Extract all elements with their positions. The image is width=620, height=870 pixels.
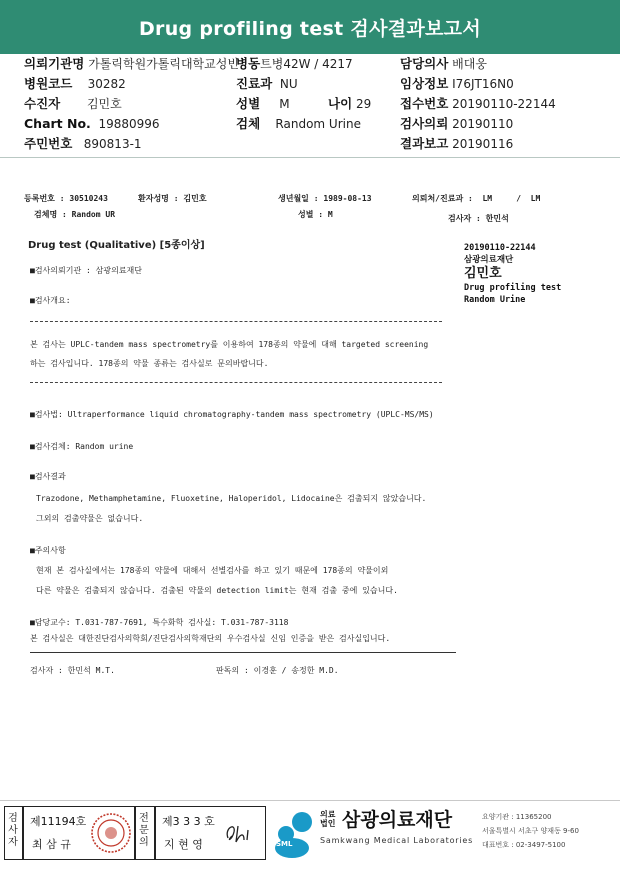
section-notes-title: ■주의사항 [30,546,66,555]
report-title-text: Drug profiling test 검사결과보고서 [138,17,481,40]
section-method: ■검사법: Ultraperformance liquid chromatography-tandem mass spectrometry (UPLC-MS/MS) [30,410,434,419]
section-contact: ■담당교수: T.031-787-7691, 특수화학 검사실: T.031-787-3118 [30,618,289,627]
handwritten-signature-icon [222,818,258,848]
specialist-vertical-label: 전문의 [139,813,149,848]
overview-line-1: 본 검사는 UPLC-tandem mass spectrometry를 이용하여 178종의 약물에 대해 targeted screening [30,340,429,349]
sig-box-divider-3 [154,806,156,860]
examiner-signature-line: 검사자 : 한민석 M.T. [30,666,115,675]
logo-badge: SML [276,840,293,848]
license-no-2: 제3 3 3 호 [162,815,215,828]
examiner-vertical-label: 검사자 [8,813,18,848]
header-agency: 의뢰기관명 가톨릭학원가톨릭대학교성빈 [24,56,239,71]
header-sex: 성별 M [236,96,290,111]
result-line-2: 그외의 검출약물은 없습니다. [36,514,144,523]
corp-name-en: Samkwang Medical Laboratories [320,836,474,845]
reg-no: 등록번호 : 30510243 [24,194,108,203]
signer-name-2: 지 현 영 [164,838,203,851]
header-accession: 접수번호 20190110-22144 [400,96,556,111]
header-request-date: 검사의뢰 20190110 [400,116,514,131]
section-agency: ■검사의뢰기관 : 삼광의료재단 [30,266,143,275]
overview-line-2: 하는 검사입니다. 178종의 약물 종류는 검사실로 문의바랍니다. [30,359,269,368]
corp-phone: 대표번호 : 02-3497-5100 [482,841,566,849]
patient-name: 환자성명 : 김민호 [138,194,207,203]
red-seal-icon [90,810,132,856]
institution-code: 요양기관 : 11365200 [482,813,552,821]
signer-name-1: 최 삼 규 [32,838,71,851]
section-overview-title: ■검사개요: [30,296,71,305]
header-doctor: 담당의사 배대웅 [400,56,487,71]
overview-bottom-rule [30,382,442,383]
corp-name: 삼광의료재단 [342,809,453,831]
specimen-name: 검체명 : Random UR [34,210,116,219]
header-hospital-code: 병원코드 30282 [24,76,126,91]
header-patient: 수진자 김민호 [24,96,122,111]
corp-address: 서울특별시 서초구 양재동 9-60 [482,827,579,835]
header-specimen: 검체 Random Urine [236,116,361,131]
specimen-label-stamp [464,242,561,306]
stamp-specimen: Random Urine [464,295,526,305]
report-examiner: 검사자 : 한민석 [448,214,509,223]
header-clinical-info: 임상정보 I76JT16N0 [400,76,514,91]
header-ward: 병동트병42W / 4217 [236,56,353,71]
section-cert: 본 검사실은 대한진단검사의학회/진단검사의학재단의 우수검사실 신임 인증을 받은 검사실입니다. [30,634,391,643]
stamp-lab: 삼광의료재단 [464,255,514,265]
corp-type: 의료법인 [320,810,336,828]
reader-signature-line: 판독의 : 이경훈 / 송정한 M.D. [216,666,339,675]
sig-box-divider-2 [134,806,136,860]
header-report-date: 결과보고 20190116 [400,136,514,151]
result-line-1: Trazodone, Methamphetamine, Fluoxetine, Haloperidol, Lidocaine은 검출되지 않았습니다. [36,494,427,503]
test-title: Drug test (Qualitative) [5종이상] [28,240,205,251]
header-chart-no: Chart No. 19880996 [24,116,160,131]
header-resident-no: 주민번호 890813-1 [24,136,142,151]
notes-line-1: 현재 본 검사실에서는 178종의 약물에 대해서 선별검사를 하고 있기 때문에 178종의 약물이외 [36,566,389,575]
section-result-title: ■검사결과 [30,472,66,481]
footer-divider [0,800,620,801]
sig-box-divider-1 [22,806,24,860]
header-divider [0,157,620,158]
notes-line-2: 다른 약물은 검출되지 않습니다. 검출된 약물의 detection limit는 현재 검출 중에 있습니다. [36,586,398,595]
overview-top-rule [30,321,442,322]
stamp-patient: 김민호 [464,266,502,281]
header-department: 진료과 NU [236,76,298,91]
header-age: 나이 29 [328,96,372,111]
report-sex: 성별 : M [298,210,333,219]
dob: 생년월일 : 1989-08-13 [278,194,372,203]
report-title [0,0,620,54]
stamp-test: Drug profiling test [464,283,562,293]
license-no-1: 제11194호 [30,815,87,828]
stamp-accession: 20190110-22144 [464,243,536,253]
sml-logo-icon [272,808,320,860]
section-specimen: ■검사검체: Random urine [30,442,134,451]
dept: 의뢰처/진료과 : LM / LM [412,194,541,203]
cert-rule [30,652,456,653]
